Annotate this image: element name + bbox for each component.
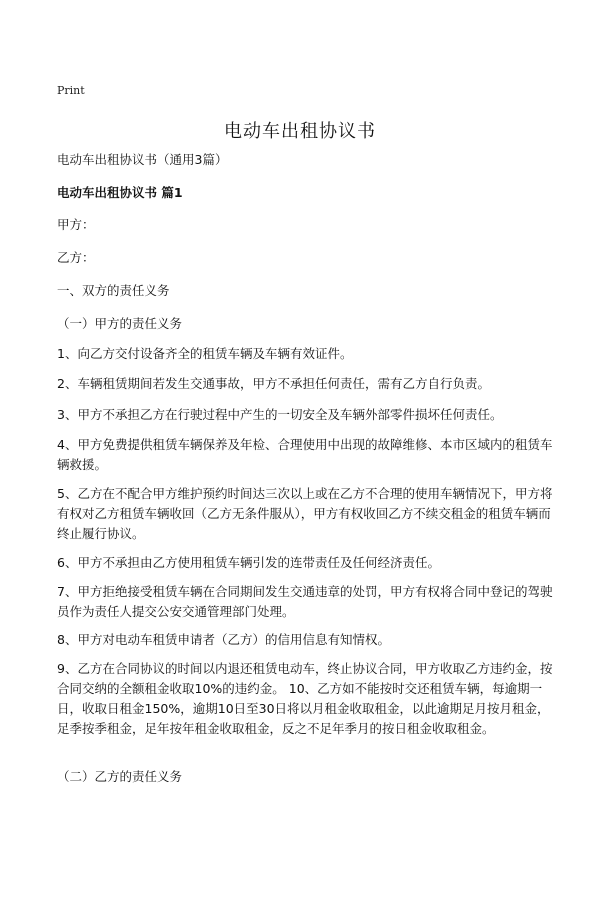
section-heading: 电动车出租协议书 篇1 bbox=[57, 185, 183, 200]
clause-8: 8、甲方对电动车租赁申请者（乙方）的信用信息有知情权。 bbox=[57, 632, 390, 647]
document-subtitle: 电动车出租协议书（通用3篇） bbox=[57, 152, 228, 167]
clause-3: 3、甲方不承担乙方在行驶过程中产生的一切安全及车辆外部零件损坏任何责任。 bbox=[57, 407, 503, 422]
clause-4: 4、甲方免费提供租赁车辆保养及年检、合理使用中出现的故障维修、本市区域内的租赁车辆救援。 bbox=[57, 437, 553, 472]
party-b-label: 乙方： bbox=[57, 250, 95, 265]
clause-6: 6、甲方不承担由乙方使用租赁车辆引发的连带责任及任何经济责任。 bbox=[57, 555, 440, 570]
clause-7: 7、甲方拒绝接受租赁车辆在合同期间发生交通违章的处罚，甲方有权将合同中登记的驾驶员作为责任人提交公安交通管理部门处理。 bbox=[57, 584, 553, 619]
subsection-a-heading: （一）甲方的责任义务 bbox=[57, 316, 183, 331]
subsection-b-heading: （二）乙方的责任义务 bbox=[57, 769, 183, 784]
section-one-heading: 一、双方的责任义务 bbox=[57, 283, 170, 298]
clause-9-10: 9、乙方在合同协议的时间以内退还租赁电动车，终止协议合同，甲方收取乙方违约金，按合同交纳的全额租金收取10%的违约金。 10、乙方如不能按时交还租赁车辆，每逾期一日，收取日租金150%，逾期10日至30日将以月租金收取租金，以此逾期足月按月租金，足季按季租金，足年按年租金收取租金，反之不足年季月的按日租金收取租金。 bbox=[57, 661, 553, 736]
clause-5: 5、乙方在不配合甲方维护预约时间达三次以上或在乙方不合理的使用车辆情况下，甲方将有权对乙方租赁车辆收回（乙方无条件服从），甲方有权收回乙方不续交租金的租赁车辆而终止履行协议。 bbox=[57, 486, 553, 541]
document-title: 电动车出租协议书 bbox=[224, 121, 376, 142]
print-label: Print bbox=[57, 84, 85, 97]
party-a-label: 甲方： bbox=[57, 217, 95, 232]
clause-1: 1、向乙方交付设备齐全的租赁车辆及车辆有效证件。 bbox=[57, 346, 353, 361]
clause-2: 2、车辆租赁期间若发生交通事故，甲方不承担任何责任，需有乙方自行负责。 bbox=[57, 376, 490, 391]
